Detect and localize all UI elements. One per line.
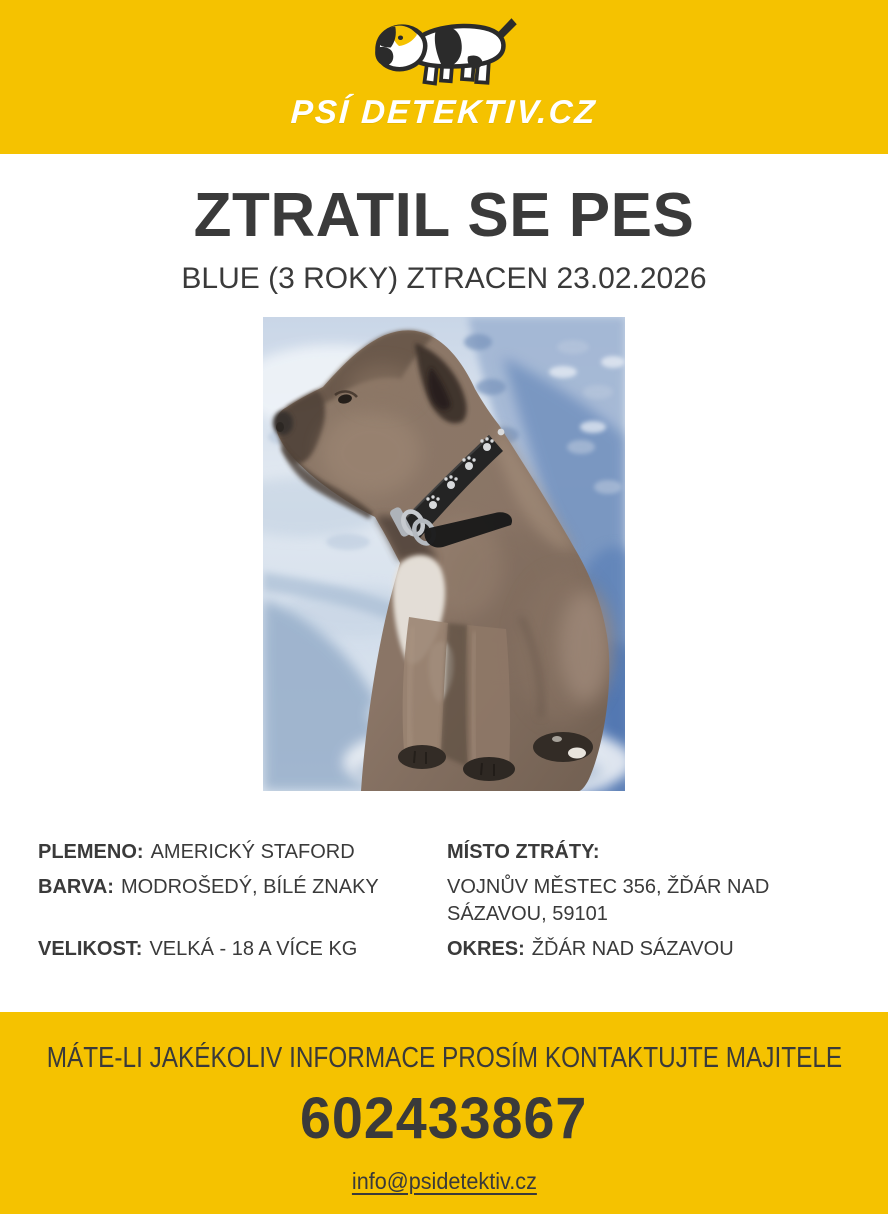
detail-lost-place-label-row [444, 839, 850, 866]
detail-color [38, 874, 444, 928]
detail-address-value: VOJNŮV MĚSTEC 356, ŽĎÁR NAD SÁZAVOU, 59101 [447, 876, 770, 926]
email-link[interactable]: info@psidetektiv.cz [351, 1168, 537, 1194]
detail-color-label: BARVA: [38, 876, 114, 899]
logo-text: PSÍ DETEKTIV.CZ [290, 93, 598, 130]
detail-breed [38, 839, 444, 866]
phone-number: 602433867 [300, 1086, 588, 1151]
detail-district [444, 936, 850, 963]
detail-size-label: VELIKOST: [38, 938, 143, 961]
detail-lost-place-label: MÍSTO ZTRÁTY: [447, 841, 600, 864]
page-title: ZTRATIL SE PES [193, 181, 695, 250]
detail-district-value: ŽĎÁR NAD SÁZAVOU [531, 938, 734, 961]
detail-size [38, 936, 444, 963]
details-grid [38, 839, 850, 963]
poster-body [0, 154, 888, 1012]
poster-subtitle: BLUE (3 ROKY) ZTRACEN 23.02.2026 [181, 262, 707, 296]
detail-breed-value: AMERICKÝ STAFORD [150, 841, 355, 864]
dog-photo [263, 317, 625, 791]
detail-size-value: VELKÁ - 18 A VÍCE KG [149, 938, 358, 961]
contact-message: MÁTE-LI JAKÉKOLIV INFORMACE PROSÍM KONTAKTUJTE MAJITELE [46, 1042, 842, 1074]
detail-breed-label: PLEMENO: [38, 841, 144, 864]
sniffing-dog-icon [368, 13, 520, 91]
detail-color-value: MODROŠEDÝ, BÍLÉ ZNAKY [120, 876, 379, 899]
detail-district-label: OKRES: [447, 938, 525, 961]
detail-lost-place-value [444, 874, 850, 928]
contact-banner [0, 1012, 888, 1214]
top-banner [0, 0, 888, 154]
